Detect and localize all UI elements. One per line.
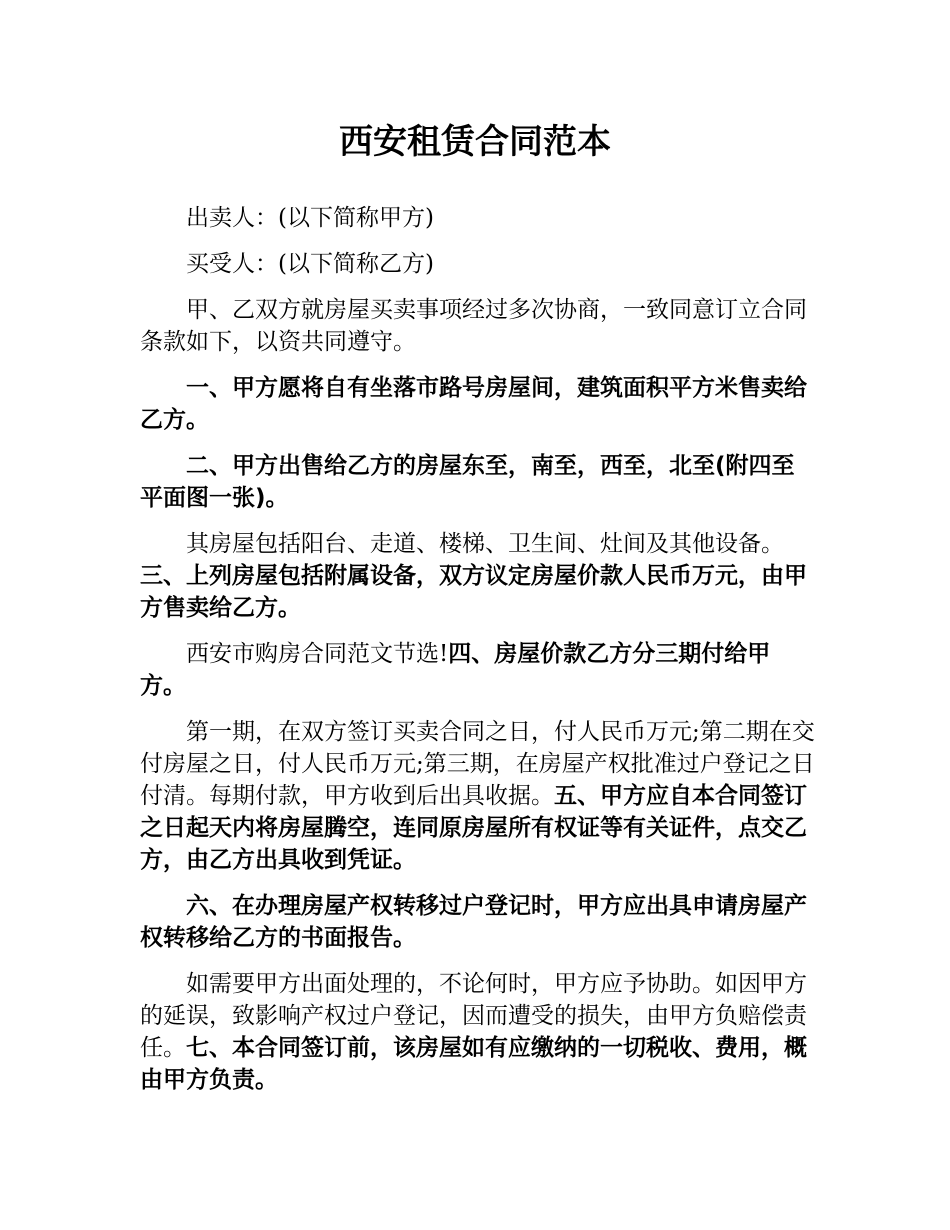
paragraph-excerpt bbox=[140, 638, 815, 702]
clause-2 bbox=[140, 450, 815, 514]
paragraph-preamble bbox=[140, 294, 815, 358]
clause-7-text: 七、本合同签订前，该房屋如有应缴纳的一切税收、费用，概由甲方负责。 bbox=[140, 1035, 807, 1093]
excerpt-text: 西安市购房合同范文节选! bbox=[186, 641, 449, 667]
clause-2-text: 二、甲方出售给乙方的房屋东至，南至，西至，北至(附四至平面图一张)。 bbox=[140, 453, 795, 511]
payment-text: 第一期，在双方签订买卖合同之日，付人民币万元;第二期在交付房屋之日，付人民币万元;第三期，在房屋产权批准过户登记之日付清。每期付款，甲方收到后出具收据。 bbox=[140, 719, 815, 809]
seller-line: 出卖人：(以下简称甲方) bbox=[186, 205, 434, 231]
clause-6-text: 六、在办理房屋产权转移过户登记时，甲方应出具申请房屋产权转移给乙方的书面报告。 bbox=[140, 893, 807, 951]
paragraph-assistance bbox=[140, 968, 815, 1096]
clause-3 bbox=[140, 560, 815, 624]
paragraph-facilities bbox=[140, 528, 815, 560]
clause-3-text: 三、上列房屋包括附属设备，双方议定房屋价款人民币万元，由甲方售卖给乙方。 bbox=[140, 563, 807, 621]
paragraph-seller bbox=[140, 202, 815, 234]
buyer-line: 买受人：(以下简称乙方) bbox=[186, 251, 434, 277]
clause-1-text: 一、甲方愿将自有坐落市路号房屋间，建筑面积平方米售卖给乙方。 bbox=[140, 375, 807, 433]
facilities-text: 其房屋包括阳台、走道、楼梯、卫生间、灶间及其他设备。 bbox=[186, 531, 784, 557]
paragraph-buyer bbox=[140, 248, 815, 280]
clause-6 bbox=[140, 890, 815, 954]
assistance-text: 如需要甲方出面处理的，不论何时，甲方应予协助。如因甲方的延误，致影响产权过户登记，因而遭受的损失，由甲方负赔偿责任。 bbox=[140, 971, 807, 1061]
document-body bbox=[140, 202, 815, 1110]
preamble-text: 甲、乙双方就房屋买卖事项经过多次协商，一致同意订立合同条款如下，以资共同遵守。 bbox=[140, 297, 807, 355]
paragraph-payment bbox=[140, 716, 815, 876]
clause-4-text: 四、房屋价款乙方分三期付给甲方。 bbox=[140, 641, 771, 699]
clause-1 bbox=[140, 372, 815, 436]
clause-5-text: 五、甲方应自本合同签订之日起天内将房屋腾空，连同原房屋所有权证等有关证件，点交乙方，由乙方出具收到凭证。 bbox=[140, 783, 807, 873]
page-title: 西安租赁合同范本 bbox=[339, 122, 611, 162]
